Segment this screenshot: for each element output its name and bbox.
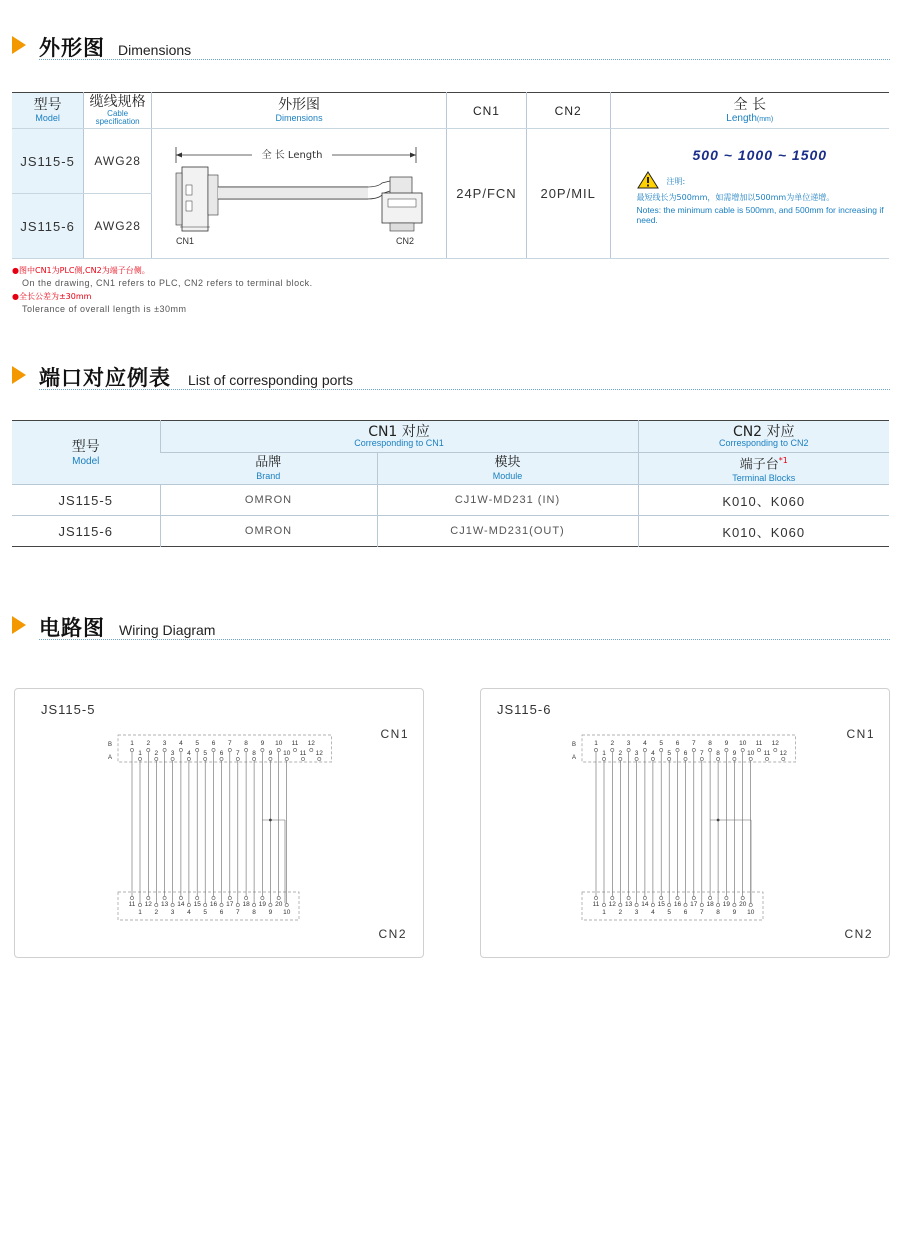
cn1-pin-a-label: 11 xyxy=(763,750,771,757)
cn1-pin-b-label: 11 xyxy=(755,740,763,747)
model-header: 型号 Model xyxy=(12,93,84,129)
cn2-pin-top-label: 16 xyxy=(673,901,682,908)
cn1-pin-a-label: 4 xyxy=(651,750,655,757)
cn2-pin-top xyxy=(676,896,679,899)
cn1-pin-b xyxy=(228,748,231,751)
cn2-pin-bottom-label: 8 xyxy=(716,909,720,916)
cn2-pin-bottom-label: 7 xyxy=(235,909,240,916)
cn2-pin-top xyxy=(179,896,182,899)
cable-header: 缆线规格 Cable specification xyxy=(84,93,152,129)
model-cell: JS115-6 xyxy=(12,194,84,259)
cn1-pin-b-label: 7 xyxy=(227,740,232,747)
length-values: 500 ~ 1000 ~ 1500 xyxy=(692,147,828,163)
cn1-pin-a-label: 3 xyxy=(634,750,639,757)
cn1-pin-b xyxy=(196,748,199,751)
cn2-pin-top-label: 18 xyxy=(706,901,714,908)
cn1-pin-b xyxy=(147,748,150,751)
cn1-pin-a xyxy=(765,757,768,760)
cn1-pin-b xyxy=(179,748,182,751)
section-title-en: Dimensions xyxy=(118,42,192,58)
cn2-pin-top-label: 14 xyxy=(641,901,649,908)
cable-drawing xyxy=(152,129,447,259)
cn1-pin-a xyxy=(269,757,272,760)
model-cell: JS115-5 xyxy=(12,485,160,516)
cn1-pin-b-label: 12 xyxy=(307,740,315,747)
cn1-pin-b xyxy=(163,748,166,751)
cn2-pin-top xyxy=(147,896,150,899)
cn2-pin-top xyxy=(261,896,264,899)
cn1-pin-a-label: 11 xyxy=(299,750,307,757)
length-header: 全 长 Length(mm) xyxy=(610,93,889,129)
cn1-pin-b xyxy=(293,748,296,751)
cn2-pin-bottom xyxy=(269,903,272,906)
cn1-pin-b xyxy=(741,748,744,751)
cn2-pin-top-label: 12 xyxy=(608,901,616,908)
notes-block xyxy=(12,265,313,315)
cn1-pin-b-label: 2 xyxy=(610,740,615,747)
cn1-pin-a-label: 1 xyxy=(138,750,142,757)
cn1-pin-b xyxy=(643,748,646,751)
dotted-divider xyxy=(39,639,890,640)
arrow-icon xyxy=(12,36,26,54)
cn1-pin-a xyxy=(635,757,638,760)
cn1-pin-a-label: 4 xyxy=(187,750,191,757)
note-1-cn: ●图中CN1为PLC侧,CN2为端子台侧。 xyxy=(12,266,150,275)
cn1-pin-a xyxy=(171,757,174,760)
cn1-pin-b xyxy=(692,748,695,751)
cn2-pin-bottom xyxy=(187,903,190,906)
terminal-cell: K010、K060 xyxy=(638,485,889,516)
cn1-pin-b-label: 9 xyxy=(724,740,729,747)
cn2-pin-top xyxy=(741,896,744,899)
cn1-pin-b xyxy=(245,748,248,751)
cn1-pin-b-label: 11 xyxy=(291,740,299,747)
cn2-pin-top-label: 15 xyxy=(193,901,201,908)
brand-header: 品牌 Brand xyxy=(160,453,377,485)
cn1-pin-a xyxy=(318,757,321,760)
cn1-pin-b-label: 6 xyxy=(675,740,680,747)
wiring-title: JS115-5 xyxy=(41,702,96,717)
terminal-header: 端子台$^{*1}$ Terminal Blocks xyxy=(638,453,889,485)
cn2-pin-top-label: 11 xyxy=(128,901,136,908)
cn2-pin-top-label: 17 xyxy=(690,901,698,908)
row-b-label: B xyxy=(571,742,577,748)
cn2-pin-top xyxy=(212,896,215,899)
cn1-label: CN1 xyxy=(176,236,195,246)
section-title-cn: 外形图 xyxy=(39,36,105,60)
cn2-pin-bottom-label: 8 xyxy=(252,909,256,916)
module-header: 模块 Module xyxy=(377,453,638,485)
cn2-pin-bottom xyxy=(619,903,622,906)
cn1-pin-a-label: 12 xyxy=(315,750,323,757)
cn2-pin-top xyxy=(130,896,133,899)
cn1-pin-a xyxy=(717,757,720,760)
cn2-pin-top xyxy=(163,896,166,899)
cn1-header: CN1 xyxy=(447,93,527,129)
cn1-pin-b-label: 1 xyxy=(594,740,598,747)
dimensions-header: 外形图 Dimensions xyxy=(152,93,447,129)
cn1-pin-a-label: 9 xyxy=(268,750,273,757)
warning-icon xyxy=(637,171,659,189)
cn1-pin-b xyxy=(709,748,712,751)
cn2-pin-top xyxy=(611,896,614,899)
cn1-pin-b-label: 5 xyxy=(659,740,664,747)
cn2-pin-top xyxy=(709,896,712,899)
cn2-pin-bottom-label: 6 xyxy=(219,909,224,916)
cn1-pin-b-label: 5 xyxy=(195,740,200,747)
cn2-correspond-header: CN2 对应 Corresponding to CN2 xyxy=(638,421,889,453)
note-2-cn: ●全长公差为±30mm xyxy=(12,292,92,301)
model-header: 型号 Model xyxy=(12,421,160,485)
cn2-pin-top xyxy=(643,896,646,899)
cn1-pin-b-label: 8 xyxy=(244,740,248,747)
section-title-cn: 电路图 xyxy=(39,616,105,640)
cn1-pin-a xyxy=(619,757,622,760)
cn2-pin-top-label: 19 xyxy=(258,901,267,908)
cn2-pin-bottom-label: 10 xyxy=(283,909,291,916)
cn1-pin-a-label: 5 xyxy=(203,750,208,757)
cn1-pin-a xyxy=(782,757,785,760)
cn1-pin-b-label: 4 xyxy=(179,740,183,747)
cn1-pin-a-label: 10 xyxy=(747,750,755,757)
wiring-title: JS115-6 xyxy=(497,702,552,717)
cn1-pin-b-label: 7 xyxy=(691,740,696,747)
cable-drawing-svg xyxy=(152,129,446,253)
cn1-pin-b xyxy=(130,748,133,751)
wiring-diagram xyxy=(15,689,425,959)
cn1-pin-b xyxy=(310,748,313,751)
cn1-pin-a xyxy=(602,757,605,760)
model-cell: JS115-5 xyxy=(12,129,84,194)
brand-cell: OMRON xyxy=(160,485,377,516)
cn2-pin-bottom-label: 1 xyxy=(138,909,142,916)
junction-dot xyxy=(717,819,720,822)
dotted-divider xyxy=(39,389,890,390)
cn2-pin-top-label: 14 xyxy=(177,901,185,908)
cn2-pin-bottom xyxy=(717,903,720,906)
terminal-cell: K010、K060 xyxy=(638,516,889,547)
length-label: 全 长 Length xyxy=(261,150,323,161)
cable-cell: AWG28 xyxy=(84,129,152,194)
cn1-pin-b-label: 6 xyxy=(211,740,216,747)
cn2-pin-bottom-label: 4 xyxy=(651,909,655,916)
cn2-pin-bottom xyxy=(138,903,141,906)
section-title-en: List of corresponding ports xyxy=(188,372,353,388)
cn2-pin-top-label: 17 xyxy=(226,901,234,908)
dotted-divider xyxy=(39,59,890,60)
cn1-pin-a-label: 12 xyxy=(779,750,787,757)
cn1-label: CN1 xyxy=(846,727,875,741)
cn1-value: 24P/FCN xyxy=(447,129,527,259)
cn2-pin-top xyxy=(196,896,199,899)
cn2-pin-top-label: 20 xyxy=(275,901,283,908)
cn2-pin-bottom xyxy=(204,903,207,906)
note-en: Notes: the minimum cable is 500mm, and 500mm for increasing if need. xyxy=(636,205,884,225)
cn2-pin-bottom xyxy=(700,903,703,906)
row-a-label: A xyxy=(107,755,113,761)
junction-dot xyxy=(269,819,272,822)
cn2-pin-top-label: 16 xyxy=(209,901,218,908)
cn1-pin-a xyxy=(733,757,736,760)
cn2-pin-top xyxy=(245,896,248,899)
cn2-pin-bottom xyxy=(684,903,687,906)
cn2-pin-bottom-label: 1 xyxy=(602,909,606,916)
cn2-pin-top xyxy=(594,896,597,899)
cn2-pin-bottom xyxy=(171,903,174,906)
cn2-pin-top-label: 13 xyxy=(160,901,169,908)
cn1-pin-a xyxy=(285,757,288,760)
cn2-pin-bottom xyxy=(749,903,752,906)
cn2-value: 20P/MIL xyxy=(526,129,610,259)
cn1-pin-b-label: 2 xyxy=(146,740,151,747)
brand-cell: OMRON xyxy=(160,516,377,547)
section-title-en: Wiring Diagram xyxy=(119,622,216,638)
cn1-pin-b xyxy=(611,748,614,751)
cn1-pin-a xyxy=(749,757,752,760)
cn2-pin-top-label: 12 xyxy=(144,901,152,908)
section-header-ports xyxy=(12,362,890,390)
cn2-header: CN2 xyxy=(526,93,610,129)
cn2-pin-bottom-label: 3 xyxy=(170,909,175,916)
cn1-pin-b-label: 12 xyxy=(771,740,779,747)
module-cell: CJ1W-MD231(OUT) xyxy=(377,516,638,547)
cn1-pin-a xyxy=(684,757,687,760)
cn1-pin-b-label: 10 xyxy=(275,740,283,747)
cn2-pin-top-label: 13 xyxy=(624,901,633,908)
cn1-pin-a-label: 1 xyxy=(602,750,606,757)
cn2-label: CN2 xyxy=(396,236,415,246)
cn2-pin-top xyxy=(627,896,630,899)
cn2-pin-top-label: 19 xyxy=(722,901,731,908)
dimensions-table xyxy=(12,92,889,259)
cn2-pin-bottom-label: 2 xyxy=(618,909,623,916)
cn2-pin-bottom xyxy=(285,903,288,906)
cn2-pin-bottom xyxy=(236,903,239,906)
row-a-label: A xyxy=(571,755,577,761)
cn2-pin-bottom-label: 5 xyxy=(667,909,672,916)
section-header-dimensions xyxy=(12,32,890,60)
cn1-pin-b-label: 3 xyxy=(162,740,167,747)
cn1-pin-a-label: 5 xyxy=(667,750,672,757)
cn1-pin-a-label: 7 xyxy=(699,750,704,757)
cn2-pin-top xyxy=(660,896,663,899)
wiring-panel-js115-6 xyxy=(480,688,890,958)
cn2-pin-top xyxy=(692,896,695,899)
module-cell: CJ1W-MD231 (IN) xyxy=(377,485,638,516)
table-header-row xyxy=(12,93,889,129)
cn2-pin-bottom-label: 2 xyxy=(154,909,159,916)
cn1-pin-b-label: 9 xyxy=(260,740,265,747)
cn2-pin-bottom xyxy=(651,903,654,906)
cn2-pin-bottom-label: 3 xyxy=(634,909,639,916)
section-title-cn: 端口对应例表 xyxy=(39,366,171,390)
cn1-pin-a xyxy=(651,757,654,760)
cn1-pin-a-label: 9 xyxy=(732,750,737,757)
cn1-pin-b xyxy=(757,748,760,751)
cn1-pin-a xyxy=(187,757,190,760)
arrow-icon xyxy=(12,616,26,634)
cn1-pin-b xyxy=(212,748,215,751)
cn2-pin-bottom xyxy=(220,903,223,906)
cn2-pin-bottom xyxy=(635,903,638,906)
cn1-label: CN1 xyxy=(380,727,409,741)
cn2-pin-top-label: 11 xyxy=(592,901,600,908)
cn1-pin-a-label: 3 xyxy=(170,750,175,757)
note-1-en: On the drawing, CN1 refers to PLC, CN2 refers to terminal block. xyxy=(22,278,313,288)
cn1-pin-b-label: 10 xyxy=(739,740,747,747)
cn2-pin-bottom xyxy=(602,903,605,906)
cn2-pin-top-label: 20 xyxy=(739,901,747,908)
cn1-pin-a xyxy=(700,757,703,760)
cn1-pin-b xyxy=(277,748,280,751)
cn1-pin-a-label: 7 xyxy=(235,750,240,757)
cn2-pin-bottom-label: 4 xyxy=(187,909,191,916)
cn1-pin-b-label: 3 xyxy=(626,740,631,747)
cn1-pin-b-label: 1 xyxy=(130,740,134,747)
cable-cell: AWG28 xyxy=(84,194,152,259)
row-b-label: B xyxy=(107,742,113,748)
cn1-pin-b xyxy=(627,748,630,751)
cn1-pin-a-label: 8 xyxy=(716,750,720,757)
cn2-pin-bottom-label: 7 xyxy=(699,909,704,916)
cn2-pin-bottom xyxy=(733,903,736,906)
note-2-en: Tolerance of overall length is ±30mm xyxy=(22,304,187,314)
cn2-pin-bottom xyxy=(155,903,158,906)
cn1-pin-a xyxy=(236,757,239,760)
cn2-pin-bottom xyxy=(668,903,671,906)
cn2-pin-top-label: 15 xyxy=(657,901,665,908)
cn1-pin-a xyxy=(301,757,304,760)
cn2-pin-top xyxy=(277,896,280,899)
cn2-pin-top xyxy=(725,896,728,899)
cn1-pin-b-label: 8 xyxy=(708,740,712,747)
cn2-pin-bottom-label: 5 xyxy=(203,909,208,916)
cn1-pin-a xyxy=(668,757,671,760)
note-title: 注明: xyxy=(666,177,686,186)
section-header-wiring xyxy=(12,612,890,640)
cn1-pin-a xyxy=(220,757,223,760)
cn1-pin-a-label: 10 xyxy=(283,750,291,757)
cn1-pin-b xyxy=(725,748,728,751)
cn1-pin-a xyxy=(204,757,207,760)
cn1-pin-a xyxy=(155,757,158,760)
cn2-pin-top xyxy=(228,896,231,899)
arrow-icon xyxy=(12,366,26,384)
cn1-pin-b xyxy=(594,748,597,751)
wiring-diagram xyxy=(481,689,891,959)
model-cell: JS115-6 xyxy=(58,523,113,539)
cn2-pin-bottom-label: 9 xyxy=(268,909,273,916)
cn1-correspond-header: CN1 对应 Corresponding to CN1 xyxy=(160,421,638,453)
cn1-pin-a xyxy=(138,757,141,760)
wiring-panel-js115-5 xyxy=(14,688,424,958)
cn1-pin-a-label: 6 xyxy=(219,750,224,757)
cn1-pin-a-label: 2 xyxy=(154,750,159,757)
cn1-pin-b xyxy=(676,748,679,751)
cn2-pin-bottom-label: 9 xyxy=(732,909,737,916)
note-cn: 最短线长为500mm，如需增加以500mm为单位递增。 xyxy=(636,193,835,202)
cn2-label: CN2 xyxy=(378,927,407,941)
cn1-pin-b xyxy=(774,748,777,751)
length-cell xyxy=(610,129,889,259)
cn2-label: CN2 xyxy=(844,927,873,941)
cn2-pin-bottom-label: 10 xyxy=(747,909,755,916)
ports-table xyxy=(12,420,889,547)
cn1-pin-a xyxy=(253,757,256,760)
cn1-pin-a-label: 8 xyxy=(252,750,256,757)
cn1-pin-b xyxy=(261,748,264,751)
cn1-pin-a-label: 6 xyxy=(683,750,688,757)
cn1-pin-b-label: 4 xyxy=(643,740,647,747)
cn1-pin-b xyxy=(660,748,663,751)
cn2-pin-bottom-label: 6 xyxy=(683,909,688,916)
cn2-pin-bottom xyxy=(253,903,256,906)
cn1-pin-a-label: 2 xyxy=(618,750,623,757)
cn2-pin-top-label: 18 xyxy=(242,901,250,908)
